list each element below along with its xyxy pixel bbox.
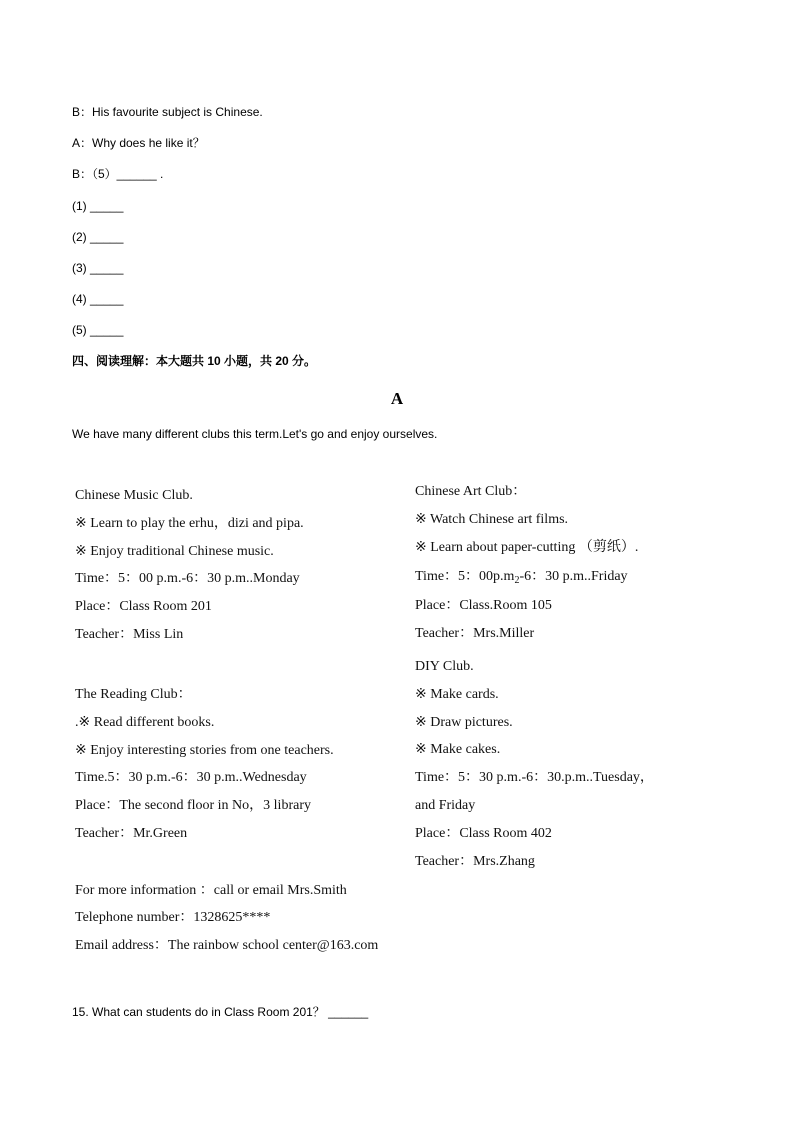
diy-club-time: Time：5：30 p.m.-6：30.p.m..Tuesday， bbox=[415, 770, 654, 786]
answer-blank-5[interactable]: (5) _____ bbox=[72, 323, 124, 337]
music-club-item-2: ※ Enjoy traditional Chinese music. bbox=[75, 543, 274, 559]
dialogue-line-b2: B：（5）______ . bbox=[72, 167, 164, 181]
passage-intro: We have many different clubs this term.Let's go and enjoy ourselves. bbox=[72, 427, 438, 441]
answer-blank-2[interactable]: (2) _____ bbox=[72, 230, 124, 244]
diy-club-teacher: Teacher：Mrs.Zhang bbox=[415, 853, 535, 869]
reading-club-time: Time.5：30 p.m.-6：30 p.m..Wednesday bbox=[75, 770, 307, 786]
diy-club-place: Place：Class Room 402 bbox=[415, 825, 552, 841]
reading-club-teacher: Teacher：Mr.Green bbox=[75, 825, 188, 841]
reading-club-item-2: ※ Enjoy interesting stories from one teachers. bbox=[75, 742, 334, 758]
passage-title: A bbox=[390, 389, 404, 408]
reading-club-item-1: .※ Read different books. bbox=[75, 714, 215, 730]
reading-club-block bbox=[75, 681, 334, 848]
music-club-teacher: Teacher：Miss Lin bbox=[75, 626, 184, 642]
art-club-block bbox=[415, 478, 638, 648]
art-club-item-1: ※ Watch Chinese art films. bbox=[415, 511, 569, 527]
reading-club-place: Place：The second floor in No，3 library bbox=[75, 798, 311, 814]
art-club-time-part-1: Time：5：00p.m bbox=[415, 569, 515, 585]
contact-phone: Telephone number：1328625**** bbox=[75, 910, 271, 925]
diy-club-item-2: ※ Draw pictures. bbox=[415, 714, 513, 730]
art-club-time-part-2: -6：30 p.m..Friday bbox=[519, 569, 628, 585]
music-club-block bbox=[75, 482, 304, 649]
dialogue-line-b1: B：His favourite subject is Chinese. bbox=[72, 105, 263, 119]
art-club-item-2: ※ Learn about paper-cutting （剪纸）. bbox=[415, 539, 639, 555]
question-15: 15. What can students do in Class Room 201？ ______ bbox=[72, 1005, 369, 1019]
music-club-time: Time：5：00 p.m.-6：30 p.m..Monday bbox=[75, 571, 300, 587]
contact-email: Email address：The rainbow school center@163.com bbox=[75, 938, 379, 953]
diy-club-item-1: ※ Make cards. bbox=[415, 686, 499, 702]
diy-club-item-3: ※ Make cakes. bbox=[415, 742, 501, 758]
diy-club-time-continued: and Friday bbox=[415, 797, 476, 813]
art-club-place: Place：Class.Room 105 bbox=[415, 598, 552, 614]
music-club-place: Place：Class Room 201 bbox=[75, 599, 212, 615]
contact-info: For more information ：call or email Mrs.Smith bbox=[75, 883, 347, 898]
art-club-name: Chinese Art Club： bbox=[415, 484, 527, 499]
art-club-teacher: Teacher：Mrs.Miller bbox=[415, 626, 535, 642]
dialogue-line-a: A：Why does he like it？ bbox=[72, 136, 205, 150]
art-club-time-subscript: 2 bbox=[514, 575, 520, 587]
diy-club-name: DIY Club. bbox=[415, 659, 474, 674]
answer-blank-4[interactable]: (4) _____ bbox=[72, 292, 124, 306]
section-heading: 四、阅读理解：本大题共 10 小题，共 20 分。 bbox=[72, 354, 317, 368]
art-club-time bbox=[415, 561, 638, 592]
music-club-item-1: ※ Learn to play the erhu，dizi and pipa. bbox=[75, 515, 304, 531]
music-club-name: Chinese Music Club. bbox=[75, 488, 193, 503]
diy-club-block bbox=[415, 653, 654, 875]
reading-club-name: The Reading Club： bbox=[75, 687, 192, 702]
answer-blank-1[interactable]: (1) _____ bbox=[72, 199, 124, 213]
answer-blank-3[interactable]: (3) _____ bbox=[72, 261, 124, 275]
